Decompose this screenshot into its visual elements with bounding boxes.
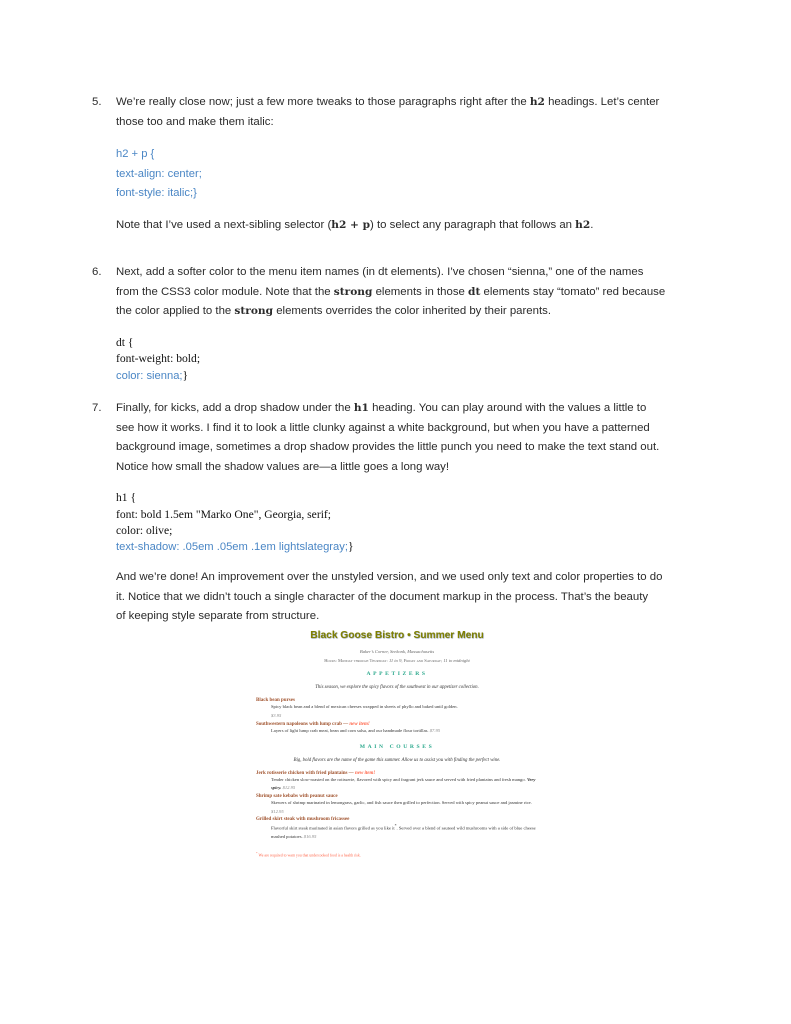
code-line: color: sienna;} [116, 368, 189, 382]
menu-item-name: Shrimp sate kebabs with peanut sauce [256, 793, 338, 799]
step-number: 7. [92, 402, 102, 414]
closing-paragraph: And we’re done! An improvement over the unstyled version, and we used only text and color properties to do it. Notice that we didn’t touch a single character of the document markup in the process. That’s the beauty of keeping style separate from structure. [116, 571, 663, 623]
code-line: h1 { [116, 491, 137, 505]
code-block [116, 145, 712, 203]
step-text: Next, add a softer color to the menu item names (in dt elements). I’ve chosen “sienna,” one of the names from the CSS3 color module. Note that the strong elements in those dt elements stay “tomato” red because the color applied to the strong elements overrides the color inherited by their parents. [116, 266, 666, 318]
step-5 [92, 93, 712, 236]
step-text: We’re really close now; just a few more tweaks to those paragraphs right after the h2 headings. Let’s center those too and make them italic: [116, 96, 660, 128]
step-number: 5. [92, 96, 102, 108]
main-courses-intro: Big, bold flavors are the name of the game this summer. Allow us to assist you with finding the perfect wine. [293, 757, 501, 763]
menu-item-name: Grilled skirt steak with mushroom fricassee [256, 817, 350, 823]
menu-item-description: Tender chicken slow-roasted on the rotisserie, flavored with spicy and fragrant jerk sauce and served with fried plantains and fresh mango. Very spicy. $12.95 [271, 776, 536, 791]
step-number: 6. [92, 266, 102, 278]
code-line: text-align: center; [116, 167, 202, 180]
step-text: Finally, for kicks, add a drop shadow under the h1 heading. You can play around with the values a little to see how it works. I find it to look a little clunky against a white background, but when you have a patterned background image, sometimes a drop shadow provides the little punch you need to make the text stand out. Notice how small the shadow values are—a little goes a long way! [116, 402, 660, 473]
code-line: color: olive; [116, 523, 173, 537]
menu-item-description: Skewers of shrimp marinated in lemongrass, garlic, and fish sauce then grilled to perfection. Served with spicy peanut sauce and jasmine rice. $12.95 [271, 799, 532, 814]
menu-item-description: Spicy black bean and a blend of mexican cheeses wrapped in sheets of phyllo and baked until golden. $3.95 [271, 704, 458, 718]
appetizers-heading: APPETIZERS [366, 671, 428, 677]
menu-item-description: Flavorful skirt steak marinated in asian flavors grilled as you like it*. Served over a blend of sauteed wild mushrooms with a side of blue cheese mashed potatoes. $16.95 [271, 824, 536, 840]
code-line: h2 + p { [116, 148, 155, 161]
health-warning: * We are required to warn you that undercooked food is a health risk. [256, 850, 361, 858]
main-courses-heading: MAIN COURSES [359, 743, 435, 750]
code-line: font-style: italic;} [116, 187, 197, 199]
menu-preview-image [256, 624, 538, 920]
code-line: text-shadow: .05em .05em .1em lightslategray;} [116, 539, 354, 553]
code-block [116, 335, 712, 384]
menu-address: Baker’s Corner, Seekonk, Massachusetts [359, 649, 435, 654]
step-6 [92, 263, 712, 384]
menu-item-name: Black bean purses [256, 698, 295, 703]
code-line: font: bold 1.5em "Marko One", Georgia, serif; [116, 507, 331, 521]
menu-title: Black Goose Bistro • Summer Menu [310, 630, 484, 641]
step-note: Note that I’ve used a next-sibling selector (h2 + p) to select any paragraph that follows an h2. [116, 219, 594, 232]
menu-item-name: Southwestern napoleons with lump crab — new item! [256, 722, 370, 728]
step-7 [92, 399, 712, 627]
code-line: font-weight: bold; [116, 352, 201, 366]
menu-item-name: Jerk rotisserie chicken with fried plantains — new item! [256, 770, 376, 776]
menu-hours: Hours: Monday through Thursday: 11 to 9, Friday and Saturday; 11 to midnight [324, 658, 470, 663]
appetizers-intro: This season, we explore the spicy flavors of the southwest in our appetizer collection. [315, 685, 479, 690]
code-line: dt { [116, 335, 134, 349]
menu-item-description: Layers of light lump crab meat, bean and corn salsa, and our handmade flour tortillas. $7.95 [271, 728, 441, 734]
code-block [116, 490, 712, 555]
